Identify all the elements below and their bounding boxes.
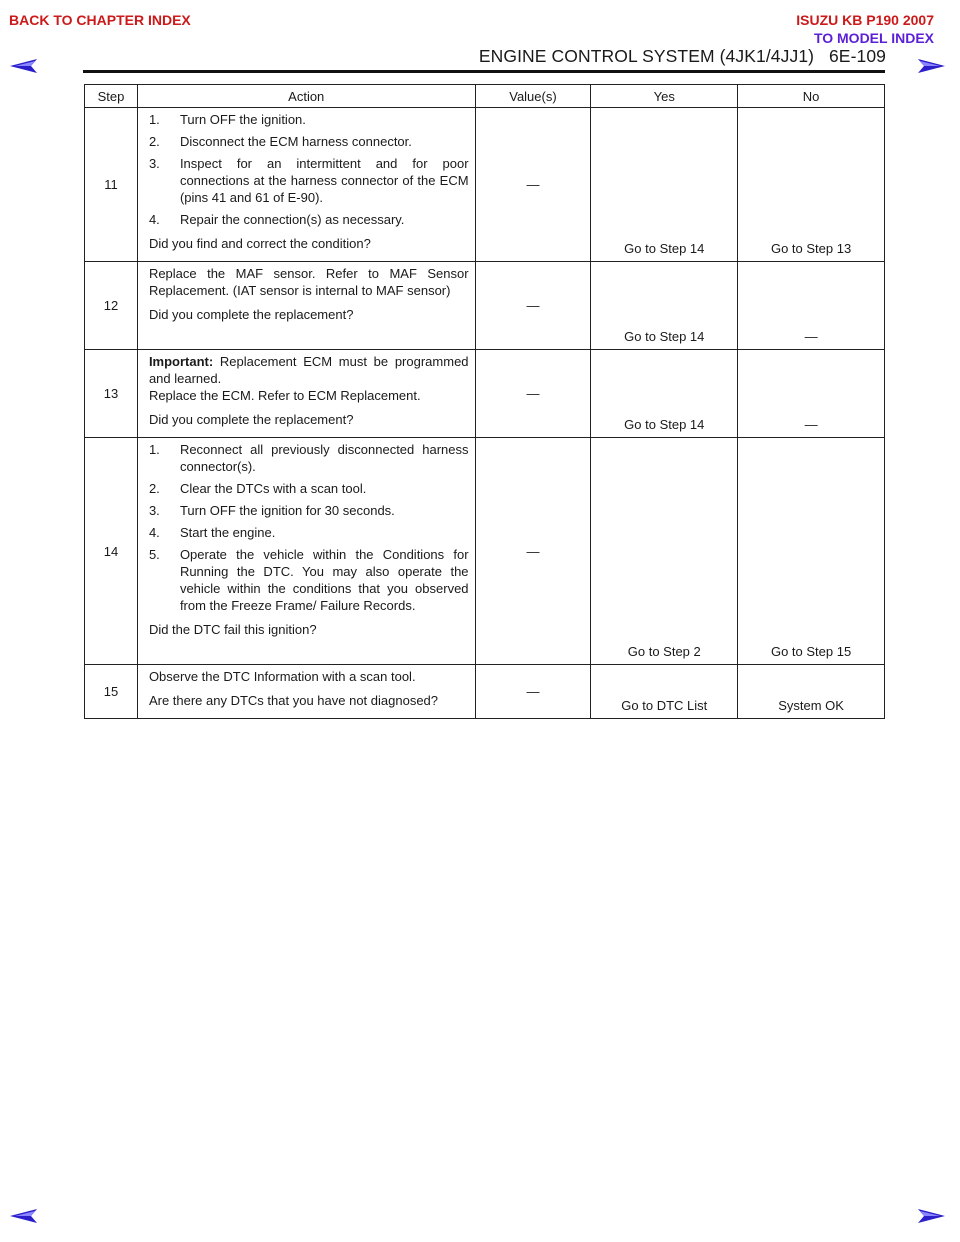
step-number: 11 bbox=[85, 108, 138, 262]
action-cell bbox=[137, 350, 475, 438]
list-number: 4. bbox=[148, 525, 160, 540]
list-item bbox=[149, 111, 469, 128]
to-model-index-link[interactable]: TO MODEL INDEX bbox=[813, 30, 934, 46]
value-cell: — bbox=[475, 438, 591, 665]
arrow-right-icon[interactable] bbox=[914, 1208, 946, 1224]
list-number: 4. bbox=[148, 212, 160, 227]
list-text: Turn OFF the ignition for 30 seconds. bbox=[179, 503, 395, 518]
model-title-link[interactable]: ISUZU KB P190 2007 bbox=[796, 12, 934, 28]
table-row bbox=[85, 438, 885, 665]
column-header-step: Step bbox=[85, 85, 138, 108]
list-item bbox=[149, 133, 469, 150]
no-cell: System OK bbox=[738, 665, 885, 719]
list-text: Disconnect the ECM harness connector. bbox=[179, 134, 412, 149]
action-text: Observe the DTC Information with a scan tool. bbox=[148, 669, 416, 684]
list-number: 5. bbox=[148, 547, 160, 562]
list-item bbox=[149, 524, 469, 541]
yes-cell: Go to Step 14 bbox=[591, 350, 738, 438]
list-text: Repair the connection(s) as necessary. bbox=[179, 212, 405, 227]
list-item bbox=[149, 480, 469, 497]
value-cell: — bbox=[475, 665, 591, 719]
arrow-left-icon[interactable] bbox=[9, 1208, 41, 1224]
no-cell: Go to Step 15 bbox=[738, 438, 885, 665]
diagnostic-table bbox=[84, 84, 885, 719]
table-row bbox=[85, 108, 885, 262]
important-label: Important: bbox=[148, 354, 214, 369]
yes-cell: Go to Step 14 bbox=[591, 108, 738, 262]
list-number: 3. bbox=[148, 156, 160, 171]
step-number: 13 bbox=[85, 350, 138, 438]
step-number: 14 bbox=[85, 438, 138, 665]
question-text: Are there any DTCs that you have not diagnosed? bbox=[148, 693, 439, 708]
value-cell: — bbox=[475, 350, 591, 438]
list-text: Start the engine. bbox=[179, 525, 276, 540]
list-text: Turn OFF the ignition. bbox=[179, 112, 306, 127]
yes-cell: Go to Step 14 bbox=[591, 262, 738, 350]
step-number: 15 bbox=[85, 665, 138, 719]
column-header-action: Action bbox=[137, 85, 475, 108]
action-cell bbox=[137, 438, 475, 665]
arrow-right-icon[interactable] bbox=[914, 58, 946, 74]
list-item bbox=[149, 546, 469, 614]
value-cell: — bbox=[475, 262, 591, 350]
important-note bbox=[149, 353, 469, 387]
list-text: Operate the vehicle within the Conditions for Running the DTC. You may also operate the vehicle within the conditions that you observed from the Freeze Frame/ Failure Records. bbox=[179, 547, 469, 613]
table-row bbox=[85, 665, 885, 719]
step-number: 12 bbox=[85, 262, 138, 350]
list-number: 2. bbox=[148, 481, 160, 496]
list-number: 1. bbox=[148, 442, 160, 457]
list-item bbox=[149, 155, 469, 206]
action-text: Replace the ECM. Refer to ECM Replacement. bbox=[148, 388, 421, 403]
table-row bbox=[85, 350, 885, 438]
list-item bbox=[149, 502, 469, 519]
no-cell: — bbox=[738, 350, 885, 438]
list-text: Reconnect all previously disconnected harness connector(s). bbox=[179, 442, 469, 474]
list-text: Clear the DTCs with a scan tool. bbox=[179, 481, 367, 496]
table-header-row bbox=[85, 85, 885, 108]
column-header-yes: Yes bbox=[591, 85, 738, 108]
list-number: 3. bbox=[148, 503, 160, 518]
list-item bbox=[149, 441, 469, 475]
no-cell: Go to Step 13 bbox=[738, 108, 885, 262]
question-text: Did the DTC fail this ignition? bbox=[148, 622, 317, 637]
action-cell bbox=[137, 108, 475, 262]
yes-cell: Go to DTC List bbox=[591, 665, 738, 719]
action-cell bbox=[137, 665, 475, 719]
action-text: Replace the MAF sensor. Refer to MAF Sensor Replacement. (IAT sensor is internal to MAF sensor) bbox=[148, 266, 469, 298]
list-number: 1. bbox=[148, 112, 160, 127]
question-text: Did you find and correct the condition? bbox=[148, 236, 371, 251]
action-cell bbox=[137, 262, 475, 350]
arrow-left-icon[interactable] bbox=[9, 58, 41, 74]
column-header-values: Value(s) bbox=[475, 85, 591, 108]
list-item bbox=[149, 211, 469, 228]
header-rule bbox=[83, 70, 885, 73]
back-to-chapter-index-link[interactable]: BACK TO CHAPTER INDEX bbox=[9, 12, 191, 28]
table-row bbox=[85, 262, 885, 350]
column-header-no: No bbox=[738, 85, 885, 108]
yes-cell: Go to Step 2 bbox=[591, 438, 738, 665]
no-cell: — bbox=[738, 262, 885, 350]
question-text: Did you complete the replacement? bbox=[148, 307, 354, 322]
important-text: Replacement ECM must be programmed and learned. bbox=[148, 354, 469, 386]
question-text: Did you complete the replacement? bbox=[148, 412, 354, 427]
page-header-title: ENGINE CONTROL SYSTEM (4JK1/4JJ1) 6E-109 bbox=[478, 46, 886, 66]
list-number: 2. bbox=[148, 134, 160, 149]
value-cell: — bbox=[475, 108, 591, 262]
list-text: Inspect for an intermittent and for poor connections at the harness connector of the ECM (pins 41 and 61 of E-90). bbox=[179, 156, 469, 205]
